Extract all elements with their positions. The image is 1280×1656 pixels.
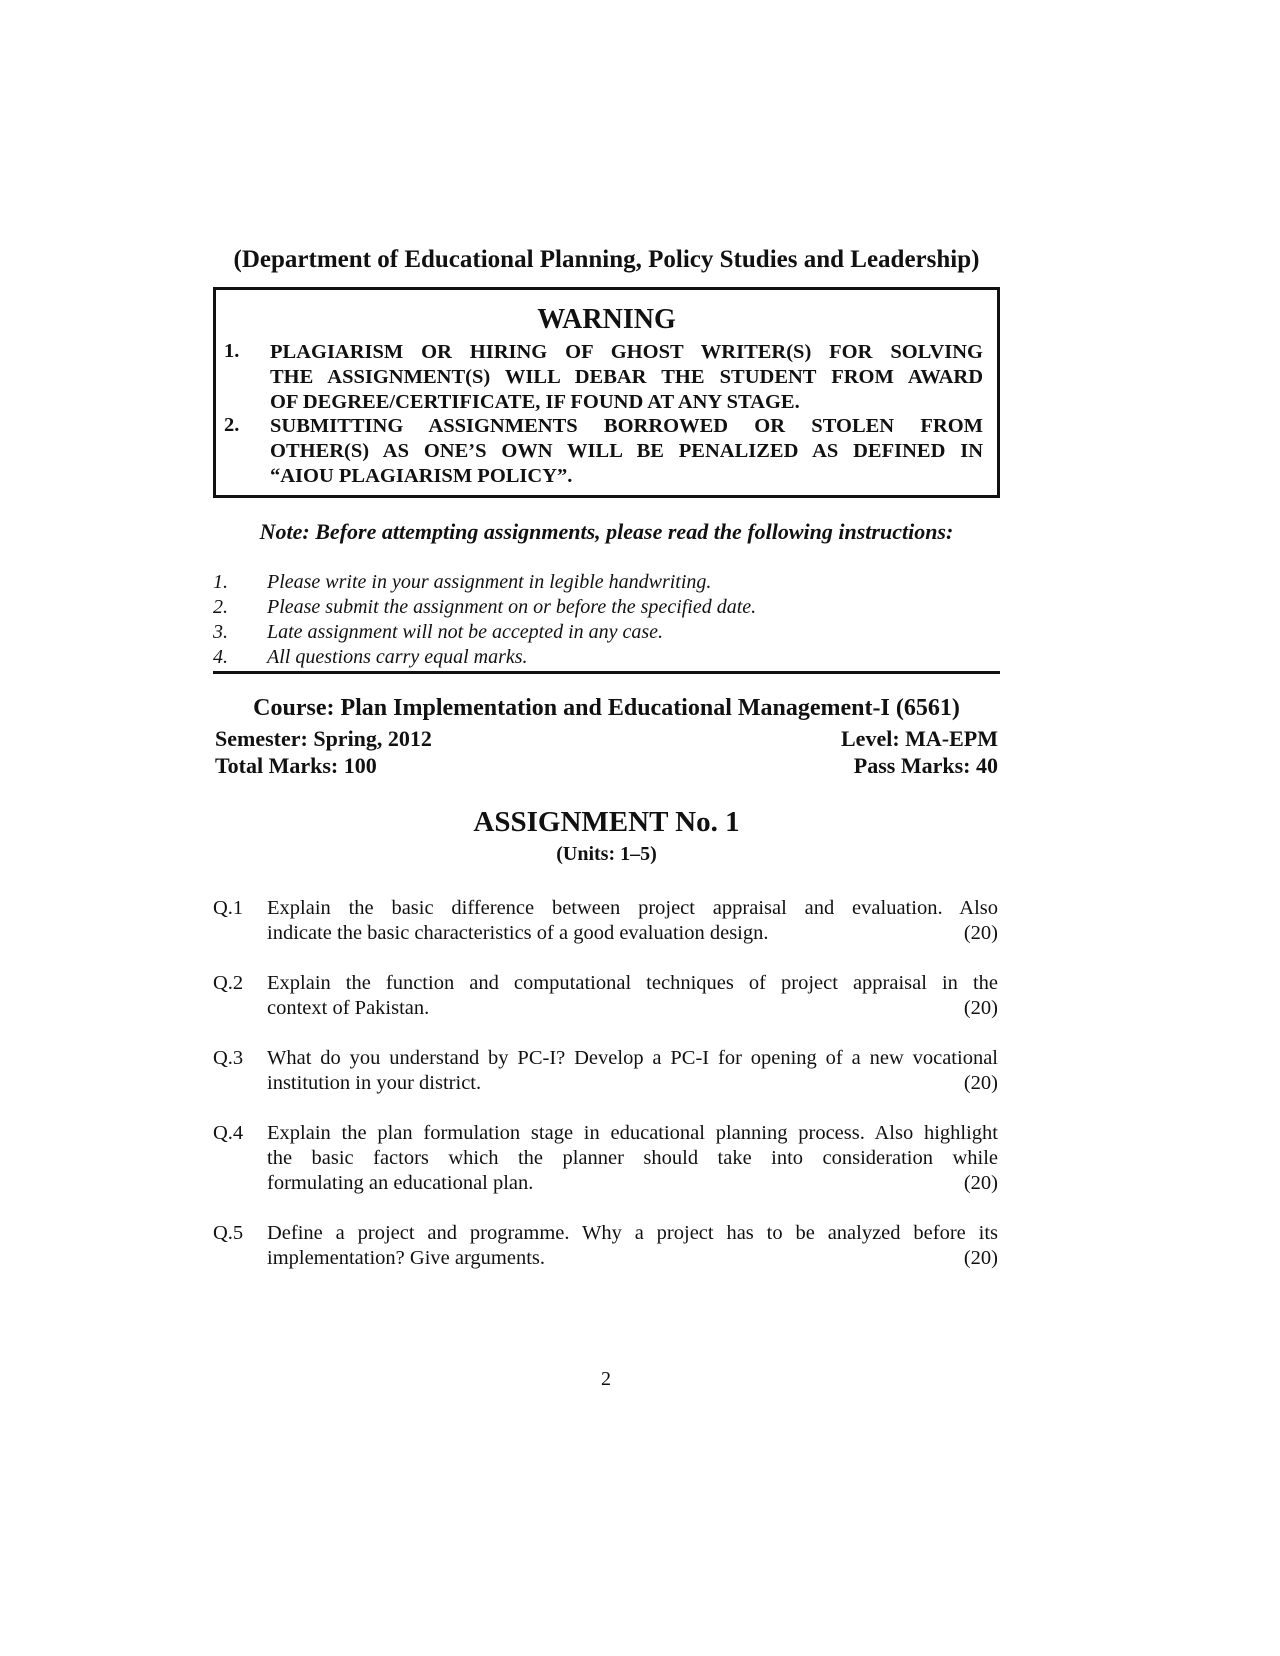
question-number: Q.1 [213, 897, 244, 919]
marks-row [215, 753, 998, 779]
instructions-note: Note: Before attempting assignments, please read the following instructions: [259, 519, 954, 544]
question-line: context of Pakistan. [267, 997, 430, 1019]
question-marks: (20) [963, 1172, 998, 1194]
question-line: Define a project and programme. Why a project has to be analyzed before its [267, 1222, 998, 1244]
warning-box [213, 287, 1000, 498]
instructions-list [213, 570, 756, 670]
question-line: the basic factors which the planner should take into consideration while [267, 1147, 998, 1169]
warning-item [224, 340, 983, 415]
course-title: Course: Plan Implementation and Educational Management-I (6561) [253, 695, 960, 721]
warning-item-number: 2. [224, 414, 240, 436]
total-marks: Total Marks: 100 [215, 753, 377, 778]
question-line: institution in your district. [267, 1072, 482, 1094]
question-marks: (20) [963, 997, 998, 1019]
warning-line: “AIOU PLAGIARISM POLICY”. [270, 465, 573, 487]
instruction-item [213, 570, 756, 595]
question [213, 896, 998, 946]
question-number: Q.4 [213, 1122, 244, 1144]
question-number: Q.3 [213, 1047, 244, 1069]
divider [213, 671, 1000, 674]
instruction-text: All questions carry equal marks. [267, 646, 528, 668]
warning-item [224, 414, 983, 489]
instruction-number: 2. [213, 596, 228, 618]
semester: Semester: Spring, 2012 [215, 726, 432, 751]
units: (Units: 1–5) [556, 843, 657, 865]
question-line: Explain the plan formulation stage in educational planning process. Also highlight [267, 1122, 998, 1144]
assignment-title: ASSIGNMENT No. 1 [473, 806, 740, 838]
instruction-item [213, 620, 756, 645]
question-marks: (20) [963, 1247, 998, 1269]
page-number: 2 [601, 1368, 611, 1390]
question-line: implementation? Give arguments. [267, 1247, 546, 1269]
warning-line: SUBMITTING ASSIGNMENTS BORROWED OR STOLEN FROM [270, 415, 983, 437]
question-line: Explain the function and computational techniques of project appraisal in the [267, 972, 998, 994]
warning-line: PLAGIARISM OR HIRING OF GHOST WRITER(S) FOR SOLVING [270, 341, 983, 363]
department-heading: (Department of Educational Planning, Policy Studies and Leadership) [233, 246, 980, 273]
semester-row [215, 726, 998, 752]
instruction-text: Please write in your assignment in legible handwriting. [267, 571, 712, 593]
question-number: Q.2 [213, 972, 244, 994]
question [213, 971, 998, 1021]
question-line: indicate the basic characteristics of a good evaluation design. [267, 922, 769, 944]
question-number: Q.5 [213, 1222, 244, 1244]
question-line: formulating an educational plan. [267, 1172, 534, 1194]
instruction-text: Please submit the assignment on or before the specified date. [267, 596, 757, 618]
question [213, 1121, 998, 1196]
instruction-item [213, 595, 756, 620]
instruction-number: 3. [213, 621, 228, 643]
warning-line: THE ASSIGNMENT(S) WILL DEBAR THE STUDENT FROM AWARD [270, 366, 983, 388]
warning-line: OTHER(S) AS ONE’S OWN WILL BE PENALIZED AS DEFINED IN [270, 440, 983, 462]
question-line: Explain the basic difference between project appraisal and evaluation. Also [267, 897, 998, 919]
warning-title: WARNING [537, 304, 676, 335]
warning-item-number: 1. [224, 340, 240, 362]
question-marks: (20) [963, 922, 998, 944]
level: Level: MA-EPM [841, 726, 998, 751]
pass-marks: Pass Marks: 40 [853, 753, 998, 778]
instruction-text: Late assignment will not be accepted in any case. [267, 621, 664, 643]
warning-line: OF DEGREE/CERTIFICATE, IF FOUND AT ANY STAGE. [270, 391, 800, 413]
question-marks: (20) [963, 1072, 998, 1094]
question [213, 1221, 998, 1271]
question [213, 1046, 998, 1096]
instruction-number: 1. [213, 571, 228, 593]
question-line: What do you understand by PC-I? Develop a PC-I for opening of a new vocational [267, 1047, 998, 1069]
instruction-item [213, 645, 756, 670]
instruction-number: 4. [213, 646, 228, 668]
